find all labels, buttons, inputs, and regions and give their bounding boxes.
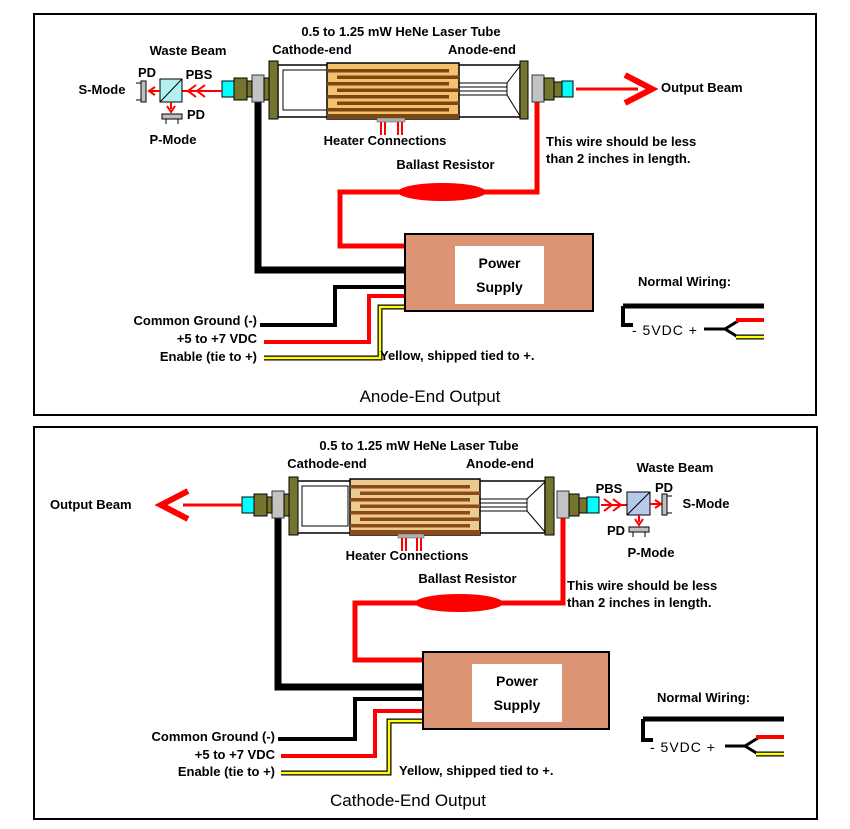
normal-wiring-label: Normal Wiring: <box>657 690 751 705</box>
panel-caption: Anode-End Output <box>359 387 501 406</box>
panel-cathode-end-output <box>33 426 818 820</box>
pbs-label: PBS <box>595 481 623 496</box>
supply-voltage-label: +5 to +7 VDC <box>194 747 275 762</box>
cathode-flange <box>269 61 278 119</box>
cathode-connector <box>254 494 267 516</box>
anode-connector-neck <box>554 82 562 97</box>
tube-title: 0.5 to 1.25 mW HeNe Laser Tube <box>301 24 501 39</box>
hv-anode-wire <box>340 100 537 246</box>
wire-length-note-line2: than 2 inches in length. <box>567 595 712 610</box>
ballast-resistor-body <box>415 594 503 612</box>
pbs-label: PBS <box>185 67 213 82</box>
power-supply-label-box <box>455 246 544 304</box>
ballast-resistor-body <box>398 183 486 201</box>
dc-voltage-label: - 5VDC + <box>632 322 698 338</box>
pd-label-1: PD <box>137 65 157 80</box>
enable-label: Enable (tie to +) <box>159 349 257 364</box>
ballast-resistor-label: Ballast Resistor <box>418 571 517 586</box>
anode-connector <box>544 78 554 100</box>
wire-length-note-line1: This wire should be less <box>567 578 718 593</box>
wire-length-note-line1: This wire should be less <box>546 134 697 149</box>
s-mode-photodiode <box>662 494 667 515</box>
cathode-connector-neck <box>247 81 252 97</box>
common-ground-label: Common Ground (-) <box>151 729 275 744</box>
cathode-spacer <box>264 78 269 100</box>
anode-collar <box>532 75 544 102</box>
anode-window <box>587 497 599 513</box>
cathode-window <box>242 497 254 513</box>
p-mode-label: P-Mode <box>627 545 675 560</box>
heater-terminal-bar <box>377 118 405 122</box>
p-mode-label: P-Mode <box>149 132 197 147</box>
anode-window <box>562 81 573 97</box>
pd-label-1: PD <box>654 480 674 495</box>
p-mode-photodiode-leads <box>633 532 645 537</box>
tube-title: 0.5 to 1.25 mW HeNe Laser Tube <box>319 438 519 453</box>
anode-collar <box>557 491 569 518</box>
wire-length-note-line2: than 2 inches in length. <box>546 151 691 166</box>
p-mode-photodiode <box>629 527 649 532</box>
cathode-collar <box>252 75 264 102</box>
panel-anode-end-output <box>33 13 817 416</box>
pd-label-2: PD <box>606 523 626 538</box>
cathode-connector-neck <box>267 497 272 513</box>
pd-label-2: PD <box>186 107 206 122</box>
cathode-spacer <box>284 494 289 516</box>
power-supply-box <box>422 651 610 730</box>
supply-voltage-wire <box>281 711 424 756</box>
cathode-collar <box>272 491 284 518</box>
s-mode-photodiode <box>141 81 146 102</box>
power-supply-label-line2: Supply <box>476 279 523 296</box>
waste-beam-label: Waste Beam <box>636 460 714 475</box>
cathode-flange <box>289 477 298 535</box>
anode-flange <box>545 477 554 535</box>
heater-connections-label: Heater Connections <box>345 548 469 563</box>
cathode-window <box>222 81 234 97</box>
output-beam-label: Output Beam <box>50 497 132 512</box>
cathode-end-label: Cathode-end <box>272 42 352 57</box>
dc-voltage-label: - 5VDC + <box>650 739 716 755</box>
s-mode-photodiode-leads <box>136 83 141 100</box>
power-supply-label-line2: Supply <box>493 697 541 714</box>
power-supply-label-line1: Power <box>478 254 521 271</box>
enable-label: Enable (tie to +) <box>177 764 275 779</box>
heater-element <box>327 63 459 119</box>
s-mode-label: S-Mode <box>682 496 730 511</box>
ballast-resistor-label: Ballast Resistor <box>396 157 495 172</box>
anode-connector-neck <box>579 498 587 513</box>
heater-connections-label: Heater Connections <box>323 133 447 148</box>
common-ground-label: Common Ground (-) <box>133 313 257 328</box>
heater-element <box>350 479 480 535</box>
p-mode-photodiode-leads <box>166 119 178 124</box>
cathode-connector <box>234 78 247 100</box>
heater-terminal-bar <box>398 534 424 538</box>
anode-connector <box>569 494 579 516</box>
anode-end-label: Anode-end <box>448 42 516 57</box>
power-supply-label-line1: Power <box>495 672 538 689</box>
waste-beam-label: Waste Beam <box>149 43 227 58</box>
power-supply-box <box>404 233 594 312</box>
anode-end-label: Anode-end <box>466 456 534 471</box>
p-mode-photodiode <box>162 114 182 119</box>
panel-caption: Cathode-End Output <box>330 791 486 810</box>
yellow-wire-note: Yellow, shipped tied to +. <box>399 763 554 778</box>
power-supply-label-box <box>472 664 562 722</box>
output-beam-label: Output Beam <box>661 80 743 95</box>
yellow-wire-note: Yellow, shipped tied to +. <box>380 348 535 363</box>
anode-flange <box>520 61 528 119</box>
hv-anode-wire <box>355 516 563 660</box>
cathode-end-label: Cathode-end <box>287 456 367 471</box>
supply-voltage-label: +5 to +7 VDC <box>176 331 257 346</box>
s-mode-photodiode-leads <box>667 496 672 513</box>
s-mode-label: S-Mode <box>78 82 126 97</box>
normal-wiring-label: Normal Wiring: <box>638 274 732 289</box>
